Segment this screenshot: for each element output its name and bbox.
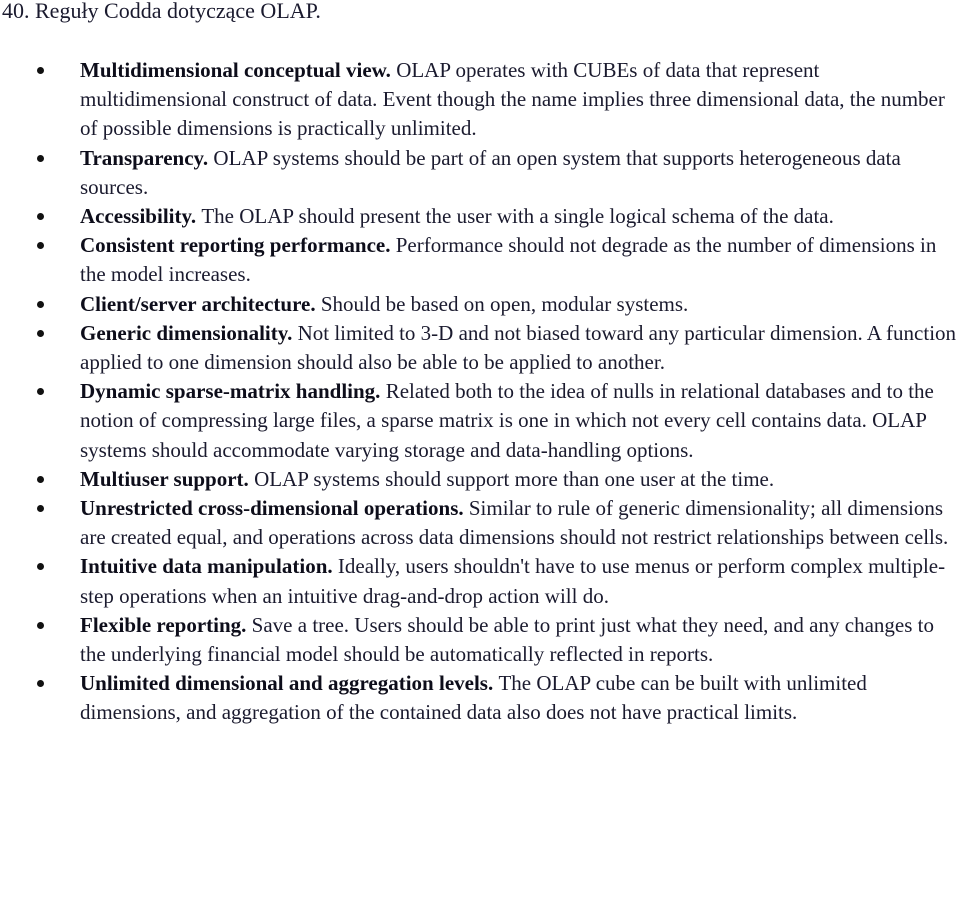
rule-text: The OLAP cube can be built with unlimited dimensions, and aggregation of the contained data also does not have practical limits.: [80, 671, 867, 725]
rule-title: Dynamic sparse-matrix handling.: [80, 379, 386, 404]
list-item: [0, 202, 960, 231]
bullet-icon: [37, 505, 44, 512]
list-item: [0, 377, 960, 465]
rule-text: OLAP systems should be part of an open system that supports heterogeneous data sources.: [80, 145, 901, 199]
rule-text: OLAP systems should support more than one user at the time.: [254, 466, 775, 491]
bullet-icon: [37, 563, 44, 570]
section-heading: 40. Reguły Codda dotyczące OLAP.: [2, 0, 321, 23]
rule-title: Consistent reporting performance.: [80, 233, 396, 258]
bullet-icon: [37, 67, 44, 74]
rule-title: Multiuser support.: [80, 466, 255, 491]
rule-title: Intuitive data manipulation.: [80, 554, 338, 579]
rule-text: Not limited to 3-D and not biased toward any particular dimension. A function applied to one dimension should also be able to be applied to another.: [80, 320, 957, 375]
list-item: [0, 319, 960, 377]
bullet-icon: [37, 242, 44, 249]
list-item: [0, 465, 960, 494]
rule-text: Related both to the idea of nulls in relational databases and to the notion of compressing large files, a sparse matrix is one in which not every cell contains data. OLAP systems should accommodate varying storage and data-handling options.: [80, 379, 934, 462]
list-item: [0, 494, 960, 552]
rule-text: Ideally, users shouldn't have to use menus or perform complex multiple-step operations when an intuitive drag-and-drop action will do.: [80, 554, 946, 608]
list-item: [0, 144, 960, 202]
codd-rules-list: [0, 56, 960, 728]
bullet-icon: [37, 622, 44, 629]
rule-title: Client/server architecture.: [80, 291, 321, 316]
rule-text: Should be based on open, modular systems.: [320, 291, 689, 316]
rule-text: Save a tree. Users should be able to print just what they need, and any changes to the underlying financial model should be automatically reflected in reports.: [80, 612, 934, 667]
rule-title: Multidimensional conceptual view.: [80, 58, 397, 82]
bullet-icon: [37, 680, 44, 687]
rule-title: Generic dimensionality.: [80, 320, 298, 345]
list-item: [0, 611, 960, 669]
rule-title: Unlimited dimensional and aggregation levels.: [80, 671, 499, 696]
bullet-icon: [37, 301, 44, 308]
list-item: [0, 231, 960, 289]
list-item: [0, 669, 960, 727]
bullet-icon: [37, 388, 44, 395]
bullet-icon: [37, 476, 44, 483]
list-item: [0, 290, 960, 319]
rule-text: The OLAP should present the user with a single logical schema of the data.: [201, 204, 834, 229]
bullet-icon: [37, 213, 44, 220]
rule-title: Transparency.: [80, 145, 214, 170]
bullet-icon: [37, 155, 44, 162]
bullet-icon: [37, 330, 44, 337]
list-item: [0, 552, 960, 610]
rule-text: Performance should not degrade as the number of dimensions in the model increases.: [80, 233, 937, 287]
rule-text: Similar to rule of generic dimensionality; all dimensions are created equal, and operations across data dimensions should not restrict relationships between cells.: [80, 496, 949, 550]
rule-text: OLAP operates with CUBEs of data that represent multidimensional construct of data. Event though the name implies three dimensional data, the number of possible dimensions is practically unlimited.: [80, 58, 945, 141]
rule-title: Accessibility.: [80, 204, 202, 229]
rule-title: Unrestricted cross-dimensional operations.: [80, 496, 469, 521]
list-item: [0, 56, 960, 144]
rule-title: Flexible reporting.: [80, 612, 252, 637]
